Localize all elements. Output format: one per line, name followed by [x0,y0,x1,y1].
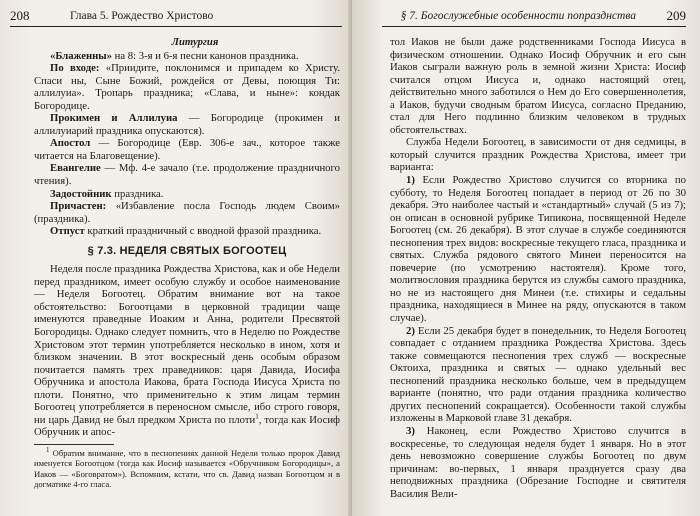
footnote [34,448,340,490]
variant-text: Если Рождество Христово случится со вторника по субботу, то Неделя Богоотец попадает в период от 26 по 30 декабря. Это наиболее частый и «стандартный» случай (5 из 7); он описан в основной рубрике Типикона, посвященной Неделе Богоотец (см. 26 декабря). В этот случае в службе соединяются песнопения трех видов: воскресные текущего гласа, праздника и святых. Служба рядового святого Минеи переносится на повечерие (по усмотрению настоятеля). Кроме того, молитвословия праздника берутся из службы самого праздника, но не из настоящего дня Минеи (т.е. стихиры и седальны праздника, находящиеся в Минее на ряду, опускаются в таком случае). [390,174,686,325]
variant-paragraph [390,425,686,500]
section-running-title: § 7. Богослужебные особенности попразднства [400,10,636,22]
rubric-communion [34,200,340,225]
rubric-label: Отпуст [50,225,85,238]
right-page-text [390,36,686,500]
body-text: Неделя после праздника Рождества Христова, как и обе Недели перед праздником, имеет особую службу и особое наименование — Неделя Богоотец. Обратим внимание вот на такое обстоятельство: Богоотцами в церковной традиции чаще именуются праведные Иоаким и Анна, родители Пресвятой Богородицы. Однако следует помнить, что в Неделю по Рождестве Христовом этот термин употребляется несколько в ином, хотя и близком значении. В этот воскресный день особым образом почитается память трех праведников: царя Давида, Иосифа Обручника и апостола Иакова, брата Господа Иисуса Христа по плоти. Понятно, что применительно к этим лицам термин Богоотец употребляется в переносном смысле, ибо строго говоря, ни царь Давид не был предком Христа по плоти [34,263,340,426]
intro-paragraph: Служба Недели Богоотец, в зависимости от дня седмицы, в который случится праздник Рождества Христова, имеет три варианта: [390,136,686,174]
rubric-blazhenny [34,50,340,63]
liturgy-heading: Литургия [171,36,219,48]
rubric-apostle [34,137,340,162]
right-running-header [382,8,686,27]
left-page-number: 208 [10,8,30,23]
rubric-label: Евангелие [50,162,101,175]
footnote-rule [34,444,114,445]
body-text-tail: , тогда как Иосиф Обручник и апос- [34,413,340,439]
rubric-text: на 8: 3-я и 6-я песни канонов праздника. [111,49,299,62]
rubric-text: праздника. [111,187,164,200]
body-paragraph [34,263,340,439]
rubric-text: «Избавление посла Господь людем Своим» (праздника). [34,200,340,225]
variant-number: 1) [406,174,415,187]
rubric-text: — Богородице (прокимен и аллилуиарий праздника опускаются). [34,112,340,137]
variant-text: Наконец, если Рождество Христово случится в воскресенье, то следующая неделя будет 1 января. Но в этот день невозможно совершение службы Богоотец по двум причинам: во-первых, 1 января празднуется сразу два неподвижных праздника (Обрезание Господне и святителя Василия Вели- [390,424,686,500]
footnote-text: Обратим внимание, что в песнопениях данной Недели только пророк Давид именуется Богоотцом (тогда как Иосиф называется «Обручником Богородицы», а Иаков — «Боговратом»). Вспомним, кстати, что св. Давид назван Богоотцом и в догматике 4-го гласа. [34,447,340,490]
rubric-label: Задостойник [50,187,112,200]
rubric-label: По входе: [50,62,100,75]
variant-text: Если 25 декабря будет в понедельник, то Неделя Богоотец совпадает с отданием праздника Рождества Христова. Здесь также совмещаются песнопения трех служб — воскресные Октоиха, праздника и святых — однако удельный вес песнопений праздника несколько больше, чем в предыдущем варианте (понятно, что ради отдания праздника количество других песнопений сокращается). Особенности такой службы изложены в Марковой главе 31 декабря. [390,324,686,425]
chapter-title: Глава 5. Рождество Христово [70,10,214,22]
footnote-reference[interactable]: 1 [255,412,259,421]
continuation-paragraph: тол Иаков не были даже родственниками Господа Иисуса в физическом отношении. Однако Иосиф Обручник и его сын Иаков сыграли важную роль в земной жизни Христа: Иосиф считался отцом Иисуса и, однако настоящий отец, действительно много заботился о Нем до Его совершеннолетия, а Иаков, будучи сводным братом Иисуса, согласно Преданию, стал для Него подлинно близким человеком в трудных обстоятельствах. [390,36,686,136]
rubric-label: Аллилуиа [128,112,178,125]
variant-paragraph [390,325,686,425]
rubric-text: — Богородице (Евр. 306-е зач., которое также читается на Благовещение). [34,137,340,162]
variant-number: 2) [406,324,415,337]
footnote-number: 1 [46,446,50,455]
right-page [352,0,700,516]
rubric-label: Причастен: [50,200,107,213]
left-page-text [34,36,340,490]
rubric-prokimen [34,112,340,137]
section-heading: § 7.3. НЕДЕЛЯ СВЯТЫХ БОГООТЕЦ [87,244,287,257]
rubric-label: Прокимен [50,112,101,125]
rubric-text: — Мф. 4-е зачало (т.е. продолжение праздничного чтения). [34,162,340,188]
rubric-label: «Блаженны» [50,49,112,62]
variant-number: 3) [406,424,415,437]
right-page-number: 209 [666,8,686,23]
left-running-header [10,8,342,27]
rubric-zadostoynik [34,188,340,201]
rubric-label-joiner: и [100,112,129,125]
rubric-entrance [34,62,340,112]
rubric-dismissal [34,225,340,238]
rubric-gospel [34,162,340,187]
rubric-label: Апостол [50,137,91,150]
rubric-text: «Приидите, поклонимся и припадем ко Христу. Спаси ны, Сыне Божий, рождейся от Девы, поющия Ти: аллилуиа». Тропарь праздника; «Слава, и ныне»: кондак Богородице. [34,62,341,112]
rubric-text: краткий праздничный с вводной фразой праздника. [84,225,322,238]
variant-paragraph [390,174,686,325]
